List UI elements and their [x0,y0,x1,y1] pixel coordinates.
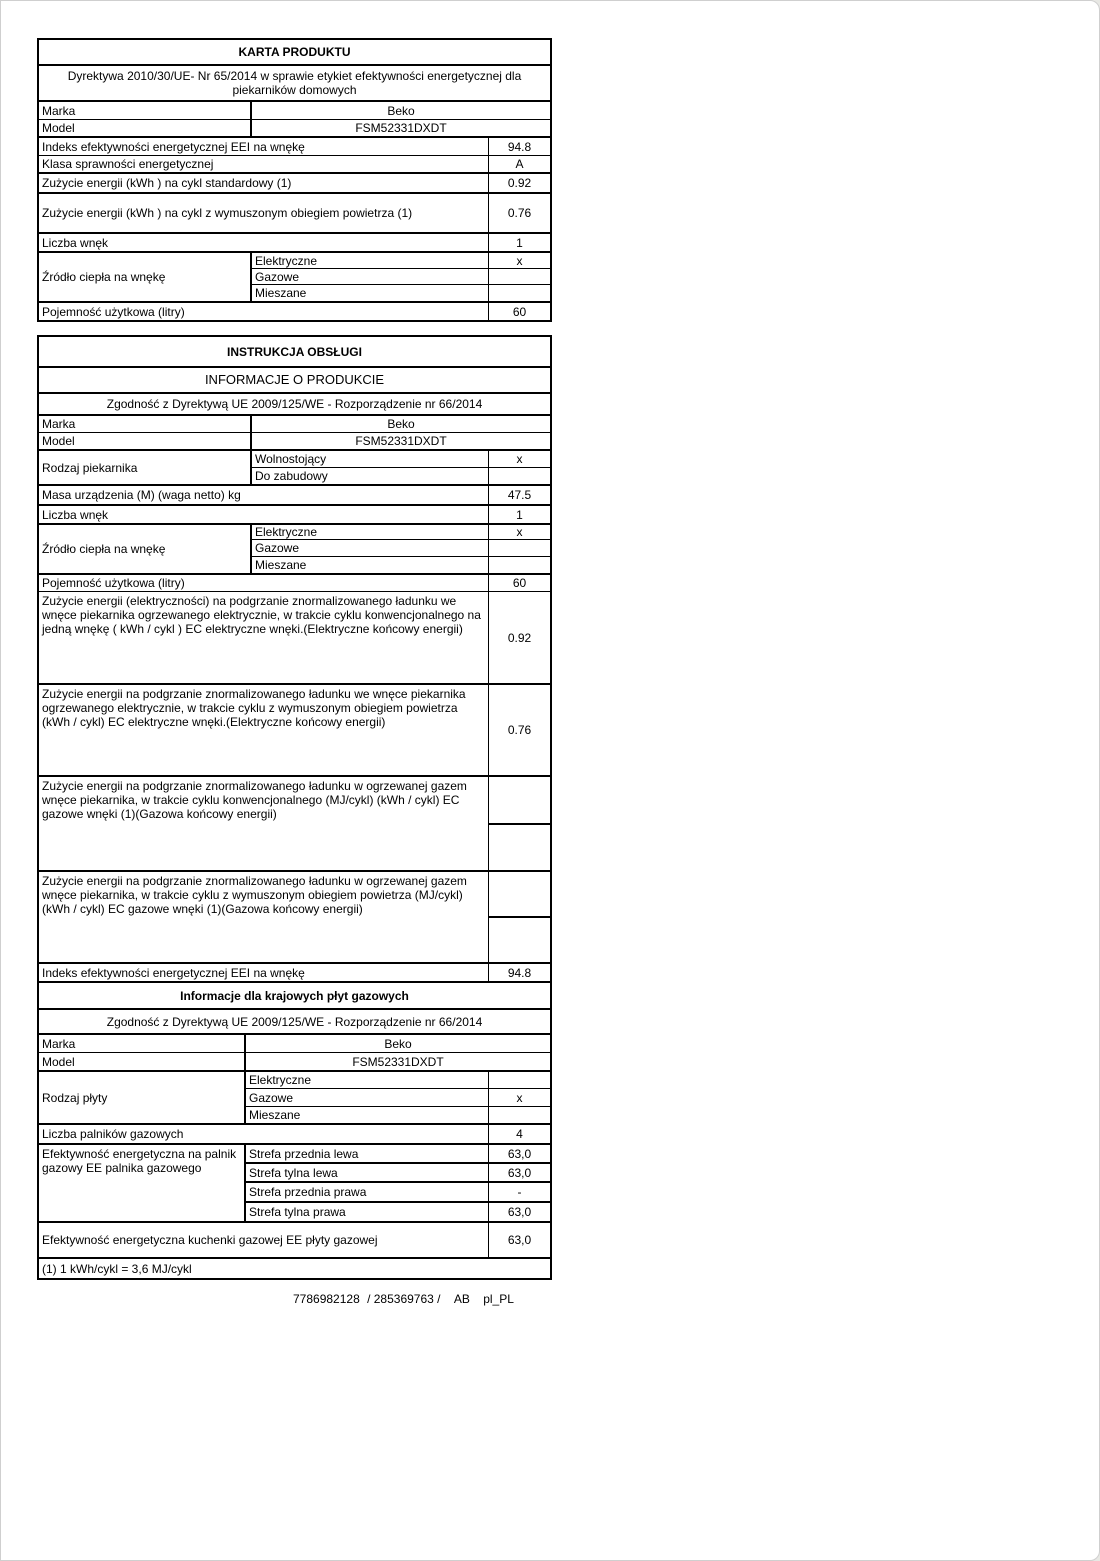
heat-gas-value [489,540,550,557]
oven-type-free-label: Wolnostojący [252,451,489,468]
heat-mixed-value [489,557,550,575]
mass-label: Masa urządzenia (M) (waga netto) kg [39,486,489,506]
heat-source-label: Źródło ciepła na wnękę [39,525,252,575]
energy-fan-value: 0.76 [489,194,550,234]
heat-source-label: Źródło ciepła na wnękę [39,253,252,303]
eei-label: Indeks efektywności energetycznej EEI na wnękę [39,138,489,156]
energy-std-value: 0.92 [489,174,550,194]
hob-eff-label: Efektywność energetyczna kuchenki gazowej EE płyty gazowej [39,1223,489,1259]
burners-value: 4 [489,1125,550,1145]
heat-electric-value: x [489,253,550,269]
brand-value: Beko [252,416,550,433]
zone-label: Strefa przednia prawa [246,1183,489,1203]
fiche-directive: Dyrektywa 2010/30/UE- Nr 65/2014 w sprawie etykiet efektywności energetycznej dla piekarników domowych [39,66,550,102]
document-code-part: AB [453,1292,470,1306]
mass-value: 47.5 [489,486,550,506]
gas-compliance: Zgodność z Dyrektywą UE 2009/125/WE - Rozporządzenie nr 66/2014 [39,1010,550,1035]
heat-mixed-label: Mieszane [252,285,489,303]
gas-section-title: Informacje dla krajowych płyt gazowych [39,983,550,1010]
hob-electric-value [489,1072,550,1089]
gas-brand-label: Marka [39,1035,246,1053]
zone-label: Strefa tylna prawa [246,1203,489,1223]
cavities-label: Liczba wnęk [39,234,489,253]
zone-value: - [489,1183,550,1203]
zone-label: Strefa przednia lewa [246,1145,489,1164]
zone-value: 63,0 [489,1164,550,1183]
eei-value: 94.8 [489,138,550,156]
volume-label: Pojemność użytkowa (litry) [39,575,489,592]
ec-electric-fan-label: Zużycie energii na podgrzanie znormalizowanego ładunku we wnęce piekarnika ogrzewanego elektrycznie, w trakcie cyklu z wymuszonym obiegiem powietrza (kWh / cykl) EC elektryczne wnęki.(Elektryczne końcowy energii) [39,685,489,777]
document-code-part: 7786982128 [293,1292,360,1306]
product-fiche-table [37,38,552,322]
gas-brand-value: Beko [246,1035,550,1053]
ec-gas-fan-label: Zużycie energii na podgrzanie znormalizowanego ładunku w ogrzewanej gazem wnęce piekarnika, w trakcie cyklu z wymuszonym obiegiem powietrza (MJ/cykl) (kWh / cykl) EC gazowe wnęki (1)(Gazowa końcowy energii) [39,872,489,964]
heat-electric-label: Elektryczne [252,253,489,269]
heat-gas-label: Gazowe [252,269,489,285]
document-code-part: pl_PL [483,1292,514,1306]
hob-gas-label: Gazowe [246,1089,489,1107]
volume-value: 60 [489,575,550,592]
heat-mixed-label: Mieszane [252,557,489,575]
model-label: Model [39,433,252,451]
manual-compliance: Zgodność z Dyrektywą UE 2009/125/WE - Rozporządzenie nr 66/2014 [39,394,550,416]
energy-std-label: Zużycie energii (kWh ) na cykl standardowy (1) [39,174,489,194]
heat-electric-label: Elektryczne [252,525,489,540]
hob-eff-value: 63,0 [489,1223,550,1259]
eei-label: Indeks efektywności energetycznej EEI na wnękę [39,964,489,983]
class-value: A [489,156,550,174]
footnote: (1) 1 kWh/cykl = 3,6 MJ/cykl [42,1261,192,1276]
cavities-label: Liczba wnęk [39,506,489,525]
heat-electric-value: x [489,525,550,540]
hob-mixed-label: Mieszane [246,1107,489,1125]
brand-label: Marka [39,102,252,120]
hob-electric-label: Elektryczne [246,1072,489,1089]
brand-value: Beko [252,102,550,120]
cavities-value: 1 [489,506,550,525]
ec-electric-fan-value: 0.76 [489,685,550,777]
document-code [293,1292,518,1306]
oven-type-builtin-label: Do zabudowy [252,468,489,486]
ec-gas-fan-kwh-value [489,918,550,964]
volume-label: Pojemność użytkowa (litry) [39,303,489,320]
eei-value: 94.8 [489,964,550,983]
ec-electric-conv-label: Zużycie energii (elektryczności) na podgrzanie znormalizowanego ładunku we wnęce piekarnika ogrzewanego elektrycznie, w trakcie cyklu konwencjonalnego na jedną wnękę ( kWh / cykl ) EC elektryczne wnęki.(Elektryczne końcowy energii) [39,592,489,685]
fiche-title: KARTA PRODUKTU [39,40,550,66]
energy-fan-label: Zużycie energii (kWh ) na cykl z wymuszonym obiegiem powietrza (1) [39,194,489,234]
heat-gas-label: Gazowe [252,540,489,557]
heat-gas-value [489,269,550,285]
oven-type-builtin-value [489,468,550,486]
product-info-table [37,335,552,1280]
gas-model-value: FSM52331DXDT [246,1053,550,1072]
burner-eff-label: Efektywność energetyczna na palnik gazowy EE palnika gazowego [39,1145,246,1223]
zone-label: Strefa tylna lewa [246,1164,489,1183]
heat-mixed-value [489,285,550,303]
document-code-part: / 285369763 / [367,1292,441,1306]
ec-gas-conv-mj-value [489,777,550,825]
oven-type-label: Rodzaj piekarnika [39,451,252,486]
manual-subtitle: INFORMACJE O PRODUKCIE [39,368,550,394]
zone-value: 63,0 [489,1145,550,1164]
hob-type-label: Rodzaj płyty [39,1072,246,1125]
oven-type-free-value: x [489,451,550,468]
model-value: FSM52331DXDT [252,120,550,138]
class-label: Klasa sprawności energetycznej [39,156,489,174]
burners-label: Liczba palników gazowych [39,1125,489,1145]
volume-value: 60 [512,304,527,319]
model-value: FSM52331DXDT [252,433,550,451]
ec-gas-conv-label: Zużycie energii na podgrzanie znormalizowanego ładunku w ogrzewanej gazem wnęce piekarnika, w trakcie cyklu konwencjonalnego (MJ/cykl) (kWh / cykl) EC gazowe wnęki (1)(Gazowa końcowy energii) [39,777,489,872]
ec-gas-fan-mj-value [489,872,550,918]
ec-electric-conv-value: 0.92 [489,592,550,685]
manual-title: INSTRUKCJA OBSŁUGI [39,337,550,368]
gas-model-label: Model [39,1053,246,1072]
cavities-value: 1 [489,234,550,253]
model-label: Model [39,120,252,138]
zone-value: 63,0 [489,1203,550,1223]
hob-mixed-value [489,1107,550,1125]
hob-gas-value: x [489,1089,550,1107]
brand-label: Marka [39,416,252,433]
ec-gas-conv-kwh-value [489,825,550,872]
